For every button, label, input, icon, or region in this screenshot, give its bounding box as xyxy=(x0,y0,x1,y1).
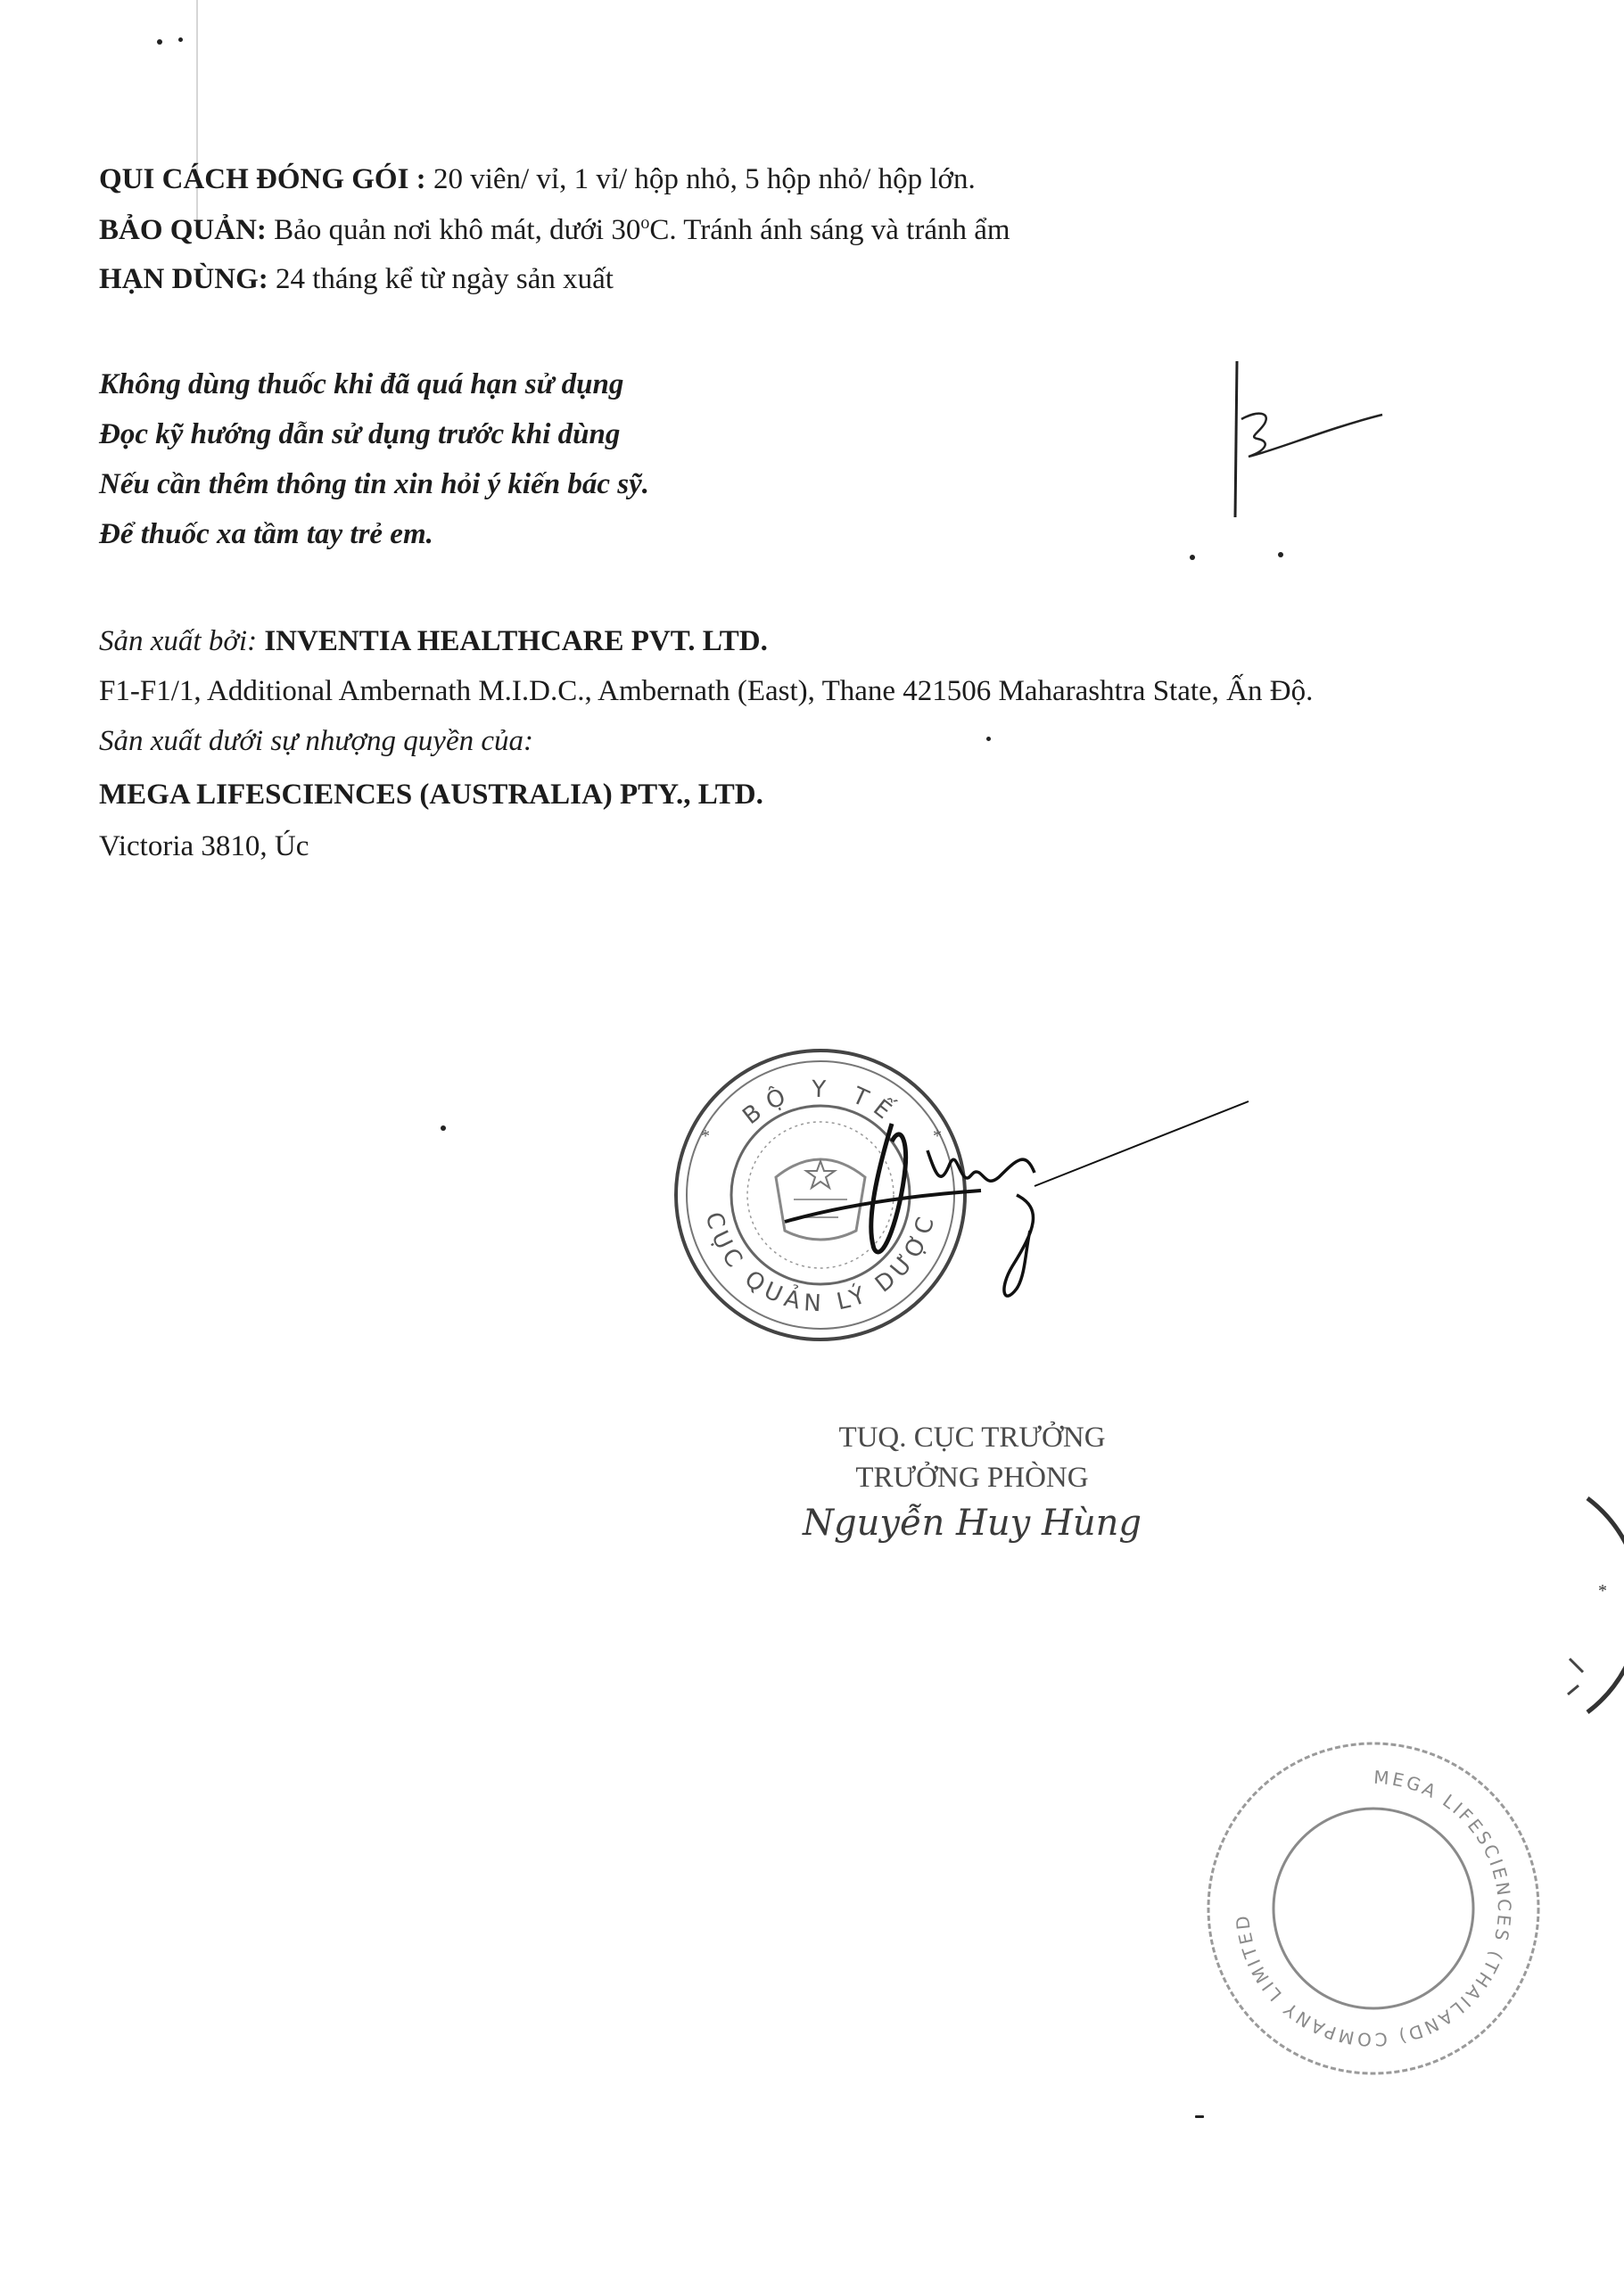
seal-bottom-text: CỤC QUẢN LÝ DƯỢC xyxy=(699,1209,942,1318)
scan-speck xyxy=(986,737,991,741)
licensor-label: Sản xuất dưới sự nhượng quyền của: xyxy=(99,725,533,757)
svg-text:*: * xyxy=(701,1126,710,1146)
storage-value: Bảo quản nơi khô mát, dưới 30 xyxy=(266,214,641,246)
signer-title-1: TUQ. CỤC TRƯỞNG xyxy=(838,1422,1106,1454)
initials-mark xyxy=(1222,357,1400,535)
signer-title-2: TRƯỞNG PHÒNG xyxy=(855,1461,1089,1494)
packaging-line xyxy=(99,162,976,198)
scan-speck xyxy=(1195,2115,1204,2118)
manufacturer-name: INVENTIA HEALTHCARE PVT. LTD. xyxy=(257,625,768,657)
scan-speck xyxy=(157,39,162,45)
shelf-life-value: 24 tháng kể từ ngày sản xuất xyxy=(268,263,614,295)
shelf-life-line xyxy=(99,262,614,298)
packaging-value: 20 viên/ vỉ, 1 vỉ/ hộp nhỏ, 5 hộp nhỏ/ hộp lớn. xyxy=(425,163,976,195)
partial-stamp-edge xyxy=(1543,1480,1624,1730)
warning-line: Không dùng thuốc khi đã quá hạn sử dụng xyxy=(99,368,624,400)
svg-text:*: * xyxy=(933,1126,942,1146)
manufacturer-label: Sản xuất bởi: xyxy=(99,625,258,657)
storage-line xyxy=(99,212,1010,249)
signer-name: Nguyễn Huy Hùng xyxy=(802,1503,1142,1545)
packaging-label: QUI CÁCH ĐÓNG GÓI : xyxy=(99,163,426,195)
shelf-life-label: HẠN DÙNG: xyxy=(99,263,268,295)
warning-line: Để thuốc xa tầm tay trẻ em. xyxy=(99,518,433,550)
scan-speck xyxy=(441,1125,446,1131)
storage-value-rest: C. Tránh ánh sáng và tránh ẩm xyxy=(649,214,1010,246)
degree-superscript: o xyxy=(640,213,650,233)
company-seal-text: MEGA LIFESCIENCES (THAILAND) COMPANY LIMITED xyxy=(1231,1766,1516,2051)
svg-text:*: * xyxy=(1598,1581,1607,1601)
seal-top-text: BỘ Y TẾ xyxy=(738,1076,903,1131)
warning-line: Nếu cần thêm thông tin xin hỏi ý kiến bác sỹ. xyxy=(99,468,649,500)
scan-speck xyxy=(178,37,183,42)
manufacturer-address: F1-F1/1, Additional Ambernath M.I.D.C., Ambernath (East), Thane 421506 Maharashtra State, Ấn Độ. xyxy=(99,675,1314,707)
licensor-name: MEGA LIFESCIENCES (AUSTRALIA) PTY., LTD. xyxy=(99,779,763,811)
signature-block xyxy=(740,1418,1204,1547)
company-seal-stamp xyxy=(1195,1730,1552,2087)
licensor-address: Victoria 3810, Úc xyxy=(99,830,309,862)
storage-label: BẢO QUẢN: xyxy=(99,214,267,246)
manufacturer-line xyxy=(99,624,768,660)
scan-speck xyxy=(1190,555,1195,560)
official-signature xyxy=(758,1088,1257,1320)
warning-line: Đọc kỹ hướng dẫn sử dụng trước khi dùng xyxy=(99,418,621,450)
